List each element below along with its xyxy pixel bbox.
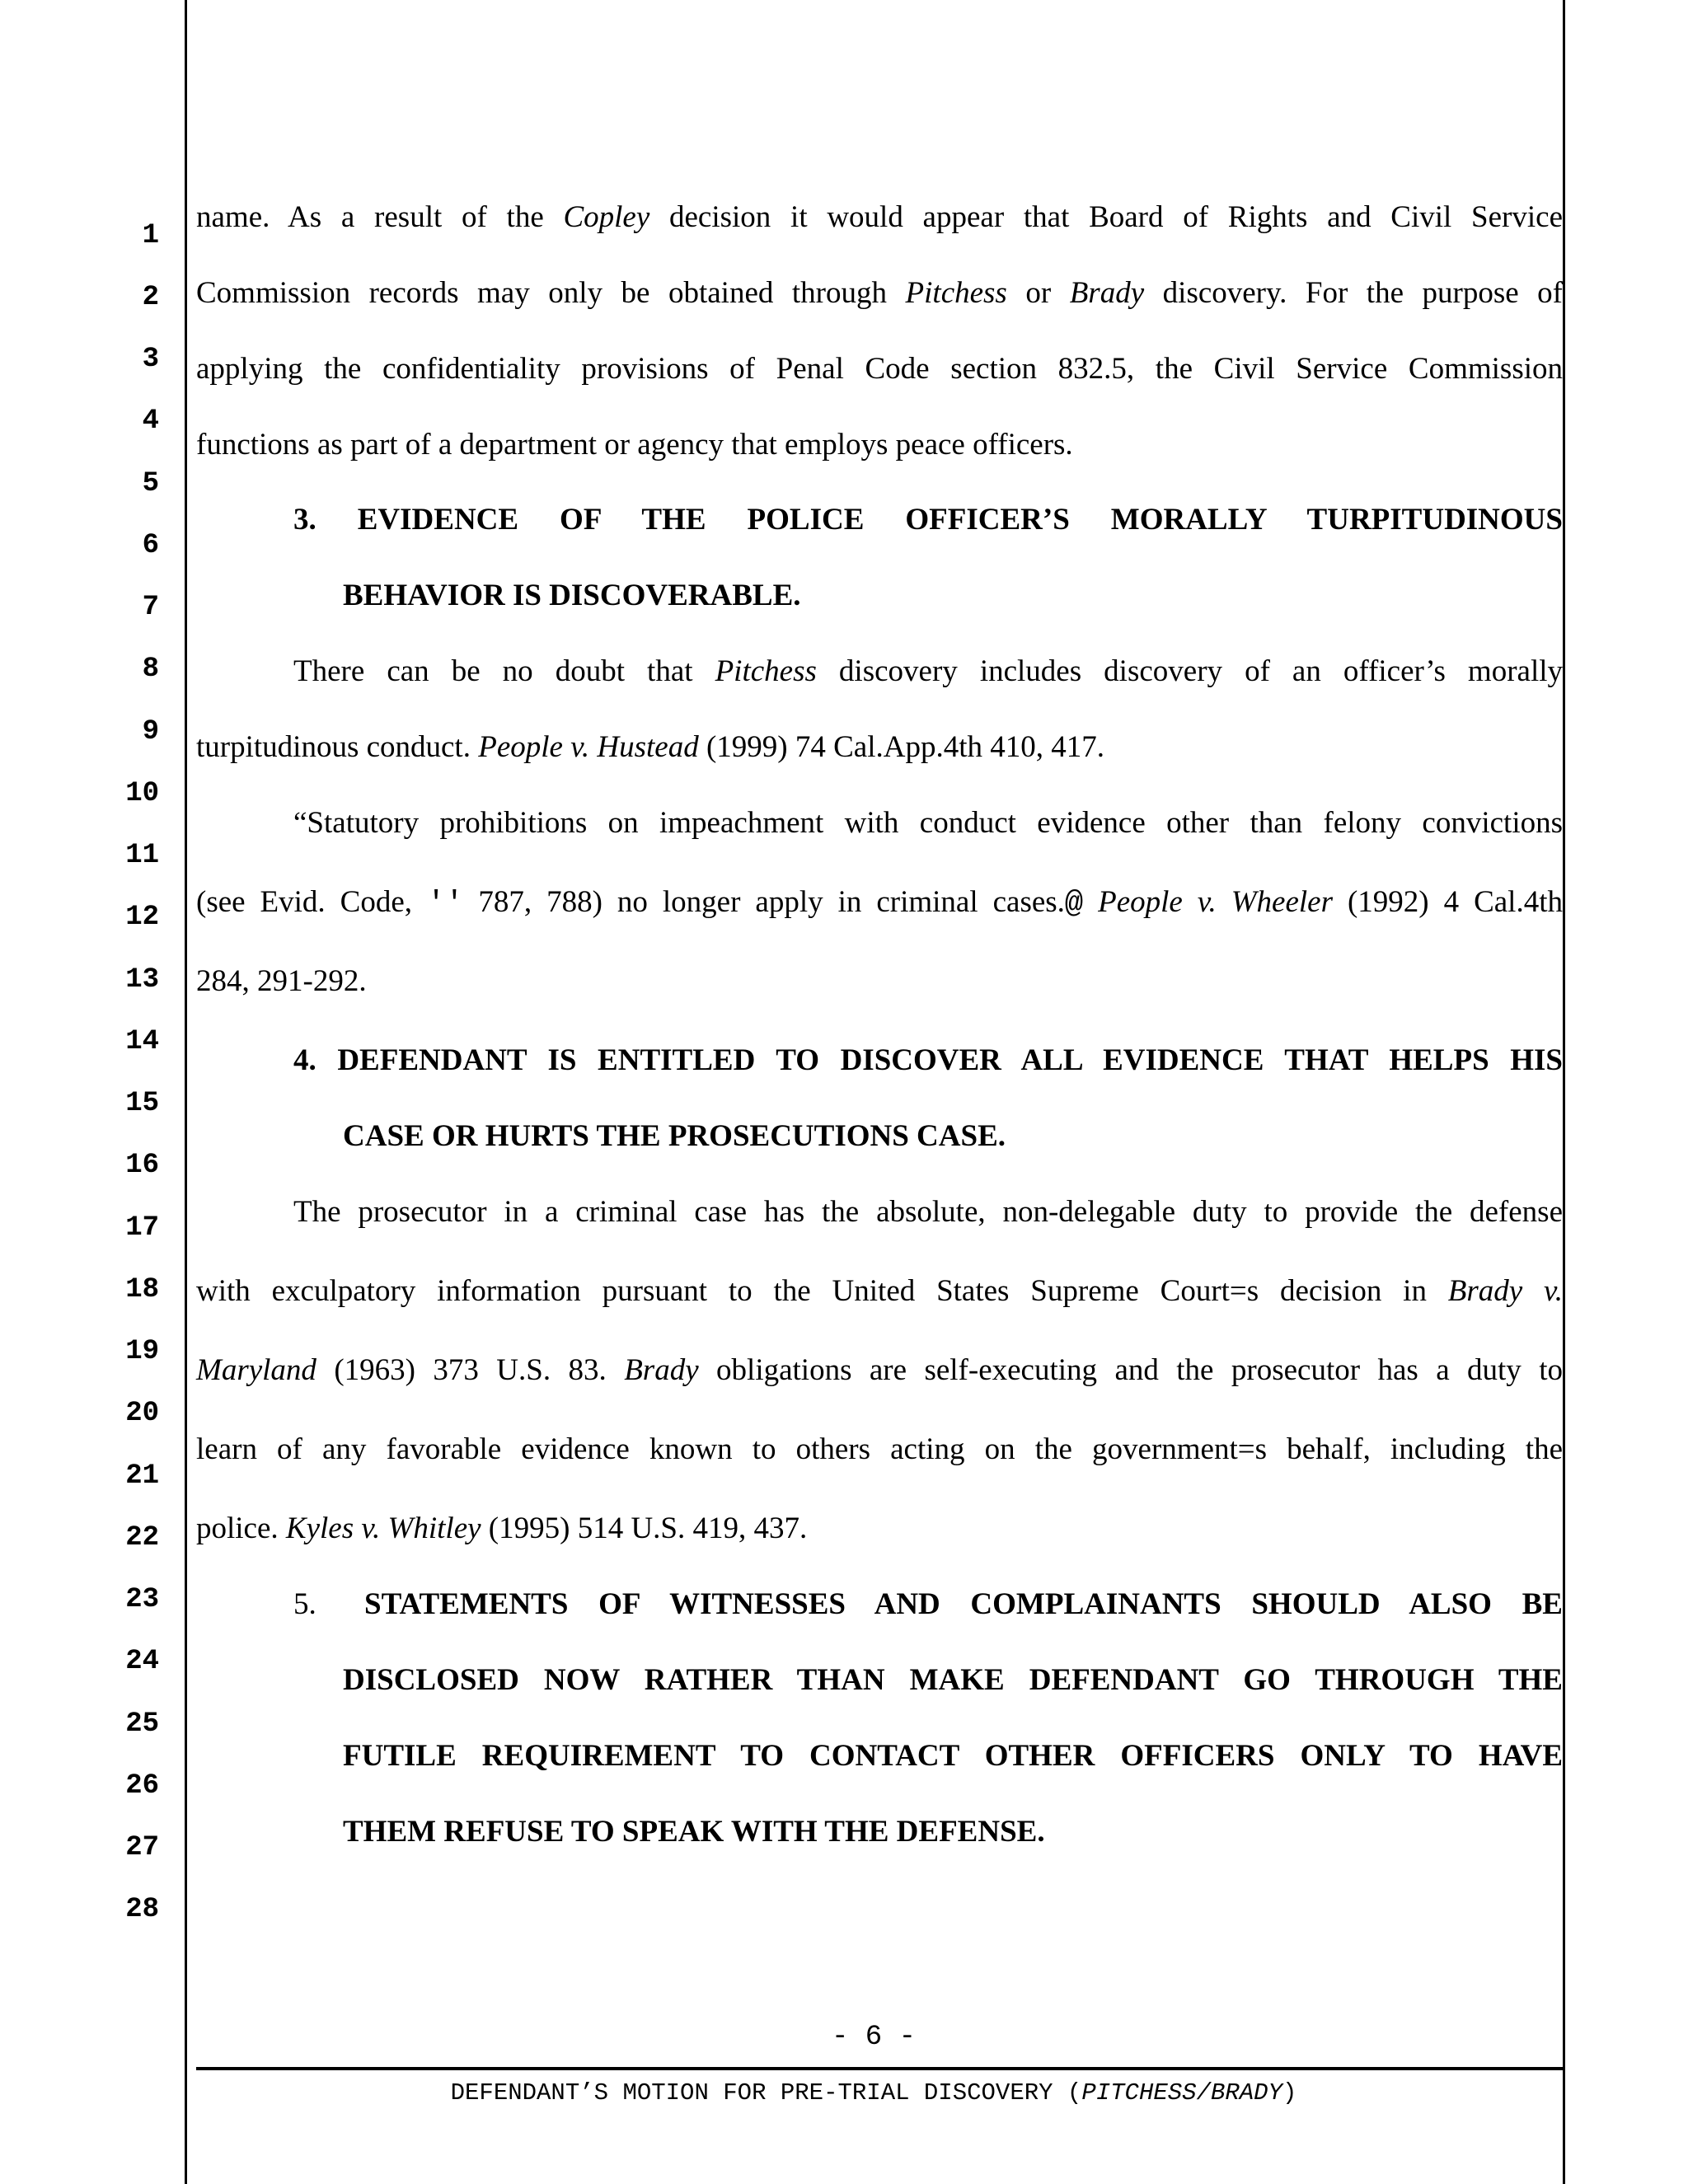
line-number: 13 xyxy=(125,964,159,996)
section-heading: 4. DEFENDANT IS ENTITLED TO DISCOVER ALL EVIDENCE THAT HELPS HIS xyxy=(293,1043,1563,1077)
line-number: 12 xyxy=(125,902,159,933)
body-text-line: The prosecutor in a criminal case has the absolute, non-delegable duty to provide the defense xyxy=(293,1195,1563,1229)
body-text-line: with exculpatory information pursuant to the United States Supreme Court=s decision in Brady v. xyxy=(196,1274,1563,1308)
body-text-line: functions as part of a department or agency that employs peace officers. xyxy=(196,428,1073,462)
section-heading-number: 5. xyxy=(293,1587,316,1621)
section-heading: CASE OR HURTS THE PROSECUTIONS CASE. xyxy=(343,1119,1006,1153)
line-number: 8 xyxy=(142,654,159,685)
section-heading: DISCLOSED NOW RATHER THAN MAKE DEFENDANT GO THROUGH THE xyxy=(343,1663,1563,1697)
body-text-line: turpitudinous conduct. People v. Hustead (1999) 74 Cal.App.4th 410, 417. xyxy=(196,730,1104,764)
line-number: 6 xyxy=(142,530,159,561)
line-number: 21 xyxy=(125,1460,159,1492)
line-number: 23 xyxy=(125,1584,159,1615)
body-text-line: Maryland (1963) 373 U.S. 83. Brady obligations are self-executing and the prosecutor has a duty to xyxy=(196,1353,1563,1387)
line-number: 2 xyxy=(142,282,159,313)
body-text-line: name. As a result of the Copley decision it would appear that Board of Rights and Civil Service xyxy=(196,200,1563,234)
footer-title: DEFENDANT’S MOTION FOR PRE-TRIAL DISCOVERY (PITCHESS/BRADY) xyxy=(450,2079,1297,2107)
page-number: - 6 - xyxy=(831,2022,917,2053)
line-number: 7 xyxy=(142,592,159,623)
line-number: 24 xyxy=(125,1646,159,1677)
line-number: 18 xyxy=(125,1274,159,1305)
section-heading: 3. EVIDENCE OF THE POLICE OFFICER’S MORALLY TURPITUDINOUS xyxy=(293,503,1563,537)
section-heading: FUTILE REQUIREMENT TO CONTACT OTHER OFFICERS ONLY TO HAVE xyxy=(343,1739,1563,1773)
line-number: 22 xyxy=(125,1522,159,1554)
body-text-line: (see Evid. Code, '' 787, 788) no longer apply in criminal cases.@ People v. Wheeler (1992) 4 Cal.4th xyxy=(196,885,1563,921)
line-number: 19 xyxy=(125,1336,159,1367)
line-number: 27 xyxy=(125,1832,159,1863)
document-body xyxy=(196,0,1563,2184)
line-number: 1 xyxy=(142,220,159,251)
line-number: 26 xyxy=(125,1770,159,1802)
body-text-line: police. Kyles v. Whitley (1995) 514 U.S. 419, 437. xyxy=(196,1511,808,1545)
body-text-line: 284, 291-292. xyxy=(196,964,367,998)
body-text-line: applying the confidentiality provisions of Penal Code section 832.5, the Civil Service Commission xyxy=(196,352,1563,386)
line-number: 3 xyxy=(142,344,159,375)
section-heading: BEHAVIOR IS DISCOVERABLE. xyxy=(343,579,801,612)
pleading-line-numbers xyxy=(0,0,165,2184)
footer-rule xyxy=(196,2067,1563,2070)
line-number: 16 xyxy=(125,1150,159,1181)
line-number: 10 xyxy=(125,778,159,809)
left-margin-rule xyxy=(185,0,187,2184)
line-number: 14 xyxy=(125,1026,159,1057)
line-number: 9 xyxy=(142,716,159,748)
section-heading: THEM REFUSE TO SPEAK WITH THE DEFENSE. xyxy=(343,1815,1045,1849)
line-number: 28 xyxy=(125,1894,159,1925)
body-text-line: learn of any favorable evidence known to others acting on the government=s behalf, including the xyxy=(196,1432,1563,1466)
line-number: 25 xyxy=(125,1708,159,1740)
line-number: 20 xyxy=(125,1398,159,1429)
line-number: 15 xyxy=(125,1088,159,1119)
section-heading: STATEMENTS OF WITNESSES AND COMPLAINANTS SHOULD ALSO BE xyxy=(364,1587,1563,1621)
line-number: 17 xyxy=(125,1212,159,1244)
line-number: 11 xyxy=(125,840,159,871)
line-number: 5 xyxy=(142,468,159,499)
right-margin-rule xyxy=(1563,0,1565,2184)
body-text-line: There can be no doubt that Pitchess discovery includes discovery of an officer’s morally xyxy=(293,654,1564,688)
line-number: 4 xyxy=(142,405,159,437)
body-text-line: Commission records may only be obtained through Pitchess or Brady discovery. For the purpose of xyxy=(196,276,1563,310)
body-text-line: “Statutory prohibitions on impeachment with conduct evidence other than felony convictions xyxy=(293,806,1563,840)
